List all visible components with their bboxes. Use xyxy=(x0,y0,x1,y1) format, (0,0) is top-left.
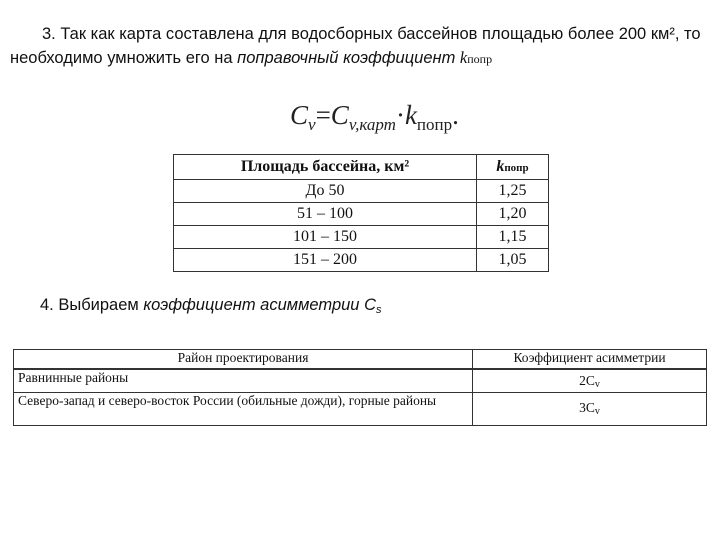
coef-cell xyxy=(473,393,707,426)
region-cell: Равнинные районы xyxy=(14,369,473,393)
correction-coefficient-table xyxy=(173,154,549,272)
paragraph-3-k-symbol: k xyxy=(459,48,468,67)
header-k-symbol: k xyxy=(496,158,505,175)
area-cell: 51 – 100 xyxy=(174,203,477,226)
coef-cell xyxy=(473,369,707,393)
header-region: Район проектирования xyxy=(14,350,473,370)
formula-dot: · xyxy=(395,100,405,130)
table-row xyxy=(14,393,707,426)
paragraph-4-text: 4. Выбираем xyxy=(40,296,144,314)
k-cell: 1,15 xyxy=(477,226,549,249)
k-cell: 1,20 xyxy=(477,203,549,226)
paragraph-3-emphasis: поправочный коэффициент xyxy=(237,49,456,67)
formula-k: k xyxy=(404,100,417,130)
formula-lhs: C xyxy=(290,100,309,130)
area-cell: 101 – 150 xyxy=(174,226,477,249)
header-area: Площадь бассейна, км² xyxy=(174,155,477,180)
area-cell: До 50 xyxy=(174,180,477,203)
paragraph-3-text: 3. Так как карта составлена для водосборных бассейнов площадью более 200 км², то необходимо умножить его на xyxy=(10,25,701,67)
coef-value: 3C xyxy=(579,399,595,415)
coef-sub: v xyxy=(594,405,600,417)
header-coef: Коэффициент асимметрии xyxy=(473,350,707,370)
formula-k-sub: попр xyxy=(416,115,453,134)
asymmetry-coefficient-table xyxy=(13,349,707,426)
header-k xyxy=(477,155,549,180)
coef-sub: v xyxy=(594,378,600,390)
correction-formula xyxy=(290,100,459,135)
paragraph-4-sub: s xyxy=(376,304,382,316)
table-header-row xyxy=(14,350,707,370)
table-header-row xyxy=(174,155,549,180)
formula-end: . xyxy=(452,100,459,130)
table-row xyxy=(174,203,549,226)
paragraph-3-k-subscript: попр xyxy=(467,52,493,66)
region-cell: Северо-запад и северо-восток России (обильные дожди), горные районы xyxy=(14,393,473,426)
table-row xyxy=(174,249,549,272)
area-cell: 151 – 200 xyxy=(174,249,477,272)
formula-eq: = xyxy=(315,100,331,130)
k-cell: 1,25 xyxy=(477,180,549,203)
header-k-sub: попр xyxy=(504,162,529,174)
paragraph-4 xyxy=(40,296,382,316)
table-row xyxy=(174,180,549,203)
table-row xyxy=(174,226,549,249)
paragraph-3 xyxy=(10,22,715,71)
k-cell: 1,05 xyxy=(477,249,549,272)
formula-rhs-sub: v,карт xyxy=(348,115,396,134)
table-row xyxy=(14,369,707,393)
coef-value: 2C xyxy=(579,372,595,388)
formula-rhs: C xyxy=(330,100,349,130)
formula-lhs-sub: v xyxy=(308,115,316,134)
paragraph-4-emphasis: коэффициент асимметрии C xyxy=(143,296,376,314)
